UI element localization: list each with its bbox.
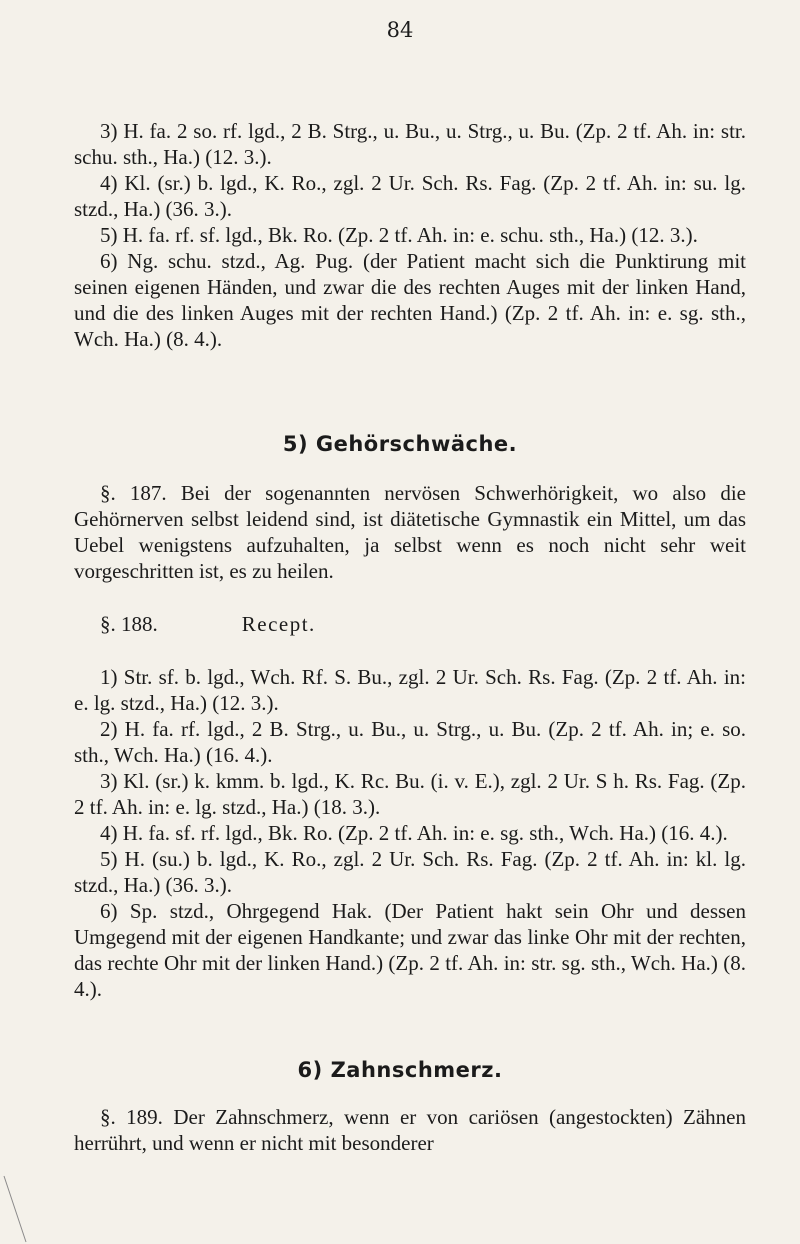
recipe-item-5: 5) H. (su.) b. lgd., K. Ro., zgl. 2 Ur. Sch. Rs. Fag. (Zp. 2 tf. Ah. in: kl. lg. stzd., Ha.) (36. 3.). bbox=[74, 847, 746, 897]
recipe-item-5: 5) H. fa. rf. sf. lgd., Bk. Ro. (Zp. 2 tf. Ah. in: e. schu. sth., Ha.) (12. 3.). bbox=[100, 223, 698, 247]
section-189 bbox=[74, 1104, 746, 1156]
recipe-item-3: 3) Kl. (sr.) k. kmm. b. lgd., K. Rc. Bu. (i. v. E.), zgl. 2 Ur. S h. Rs. Fag. (Zp. 2 tf. Ah. in: e. lg. stzd., Ha.) (18. 3.). bbox=[74, 769, 746, 819]
section-188-number: §. 188. bbox=[100, 612, 158, 636]
recipe-item-2: 2) H. fa. rf. lgd., 2 B. Strg., u. Bu., u. Strg., u. Bu. (Zp. 2 tf. Ah. in; e. so. sth., Wch. Ha.) (16. 4.). bbox=[74, 717, 746, 767]
section-heading-hearing-weakness: 5) Gehörschwäche. bbox=[282, 432, 518, 456]
recipe-list-continued bbox=[74, 118, 746, 352]
recipe-item-6: 6) Ng. schu. stzd., Ag. Pug. (der Patient macht sich die Punktirung mit seinen eigenen Händen, und zwar die des rechten Auges mit der linken Hand, und die des linken Auges mit der rechten Hand.) (Zp. 2 tf. Ah. in: e. sg. sth., Wch. Ha.) (8. 4.). bbox=[74, 249, 746, 351]
recipe-list bbox=[74, 664, 746, 1002]
page-edge-mark bbox=[0, 1174, 30, 1244]
section-187 bbox=[74, 480, 746, 584]
recipe-title: Recept. bbox=[241, 612, 316, 636]
page-number: 84 bbox=[386, 18, 414, 42]
recipe-item-4: 4) Kl. (sr.) b. lgd., K. Ro., zgl. 2 Ur. Sch. Rs. Fag. (Zp. 2 tf. Ah. in: su. lg. stzd., Ha.) (36. 3.). bbox=[74, 171, 746, 221]
recipe-item-4: 4) H. fa. sf. rf. lgd., Bk. Ro. (Zp. 2 tf. Ah. in: e. sg. sth., Wch. Ha.) (16. 4.). bbox=[100, 821, 728, 845]
recipe-item-1: 1) Str. sf. b. lgd., Wch. Rf. S. Bu., zgl. 2 Ur. Sch. Rs. Fag. (Zp. 2 tf. Ah. in: e. lg. stzd., Ha.) (12. 3.). bbox=[74, 665, 746, 715]
section-heading-toothache: 6) Zahnschmerz. bbox=[297, 1058, 503, 1082]
section-189-text: §. 189. Der Zahnschmerz, wenn er von cariösen (angestockten) Zähnen herrührt, und wenn er nicht mit besonderer bbox=[74, 1105, 746, 1155]
recipe-item-3: 3) H. fa. 2 so. rf. lgd., 2 B. Strg., u. Bu., u. Strg., u. Bu. (Zp. 2 tf. Ah. in: str. schu. sth., Ha.) (12. 3.). bbox=[74, 119, 746, 169]
recipe-item-6: 6) Sp. stzd., Ohrgegend Hak. (Der Patient hakt sein Ohr und dessen Umgegend mit der eigenen Handkante; und zwar das linke Ohr mit der rechten, das rechte Ohr mit der linken Hand.) (Zp. 2 tf. Ah. in: str. sg. sth., Wch. Ha.) (8. 4.). bbox=[74, 899, 746, 1001]
section-188-heading bbox=[100, 612, 316, 637]
section-187-text: §. 187. Bei der sogenannten nervösen Schwerhörigkeit, wo also die Gehörnerven selbst leidend sind, ist diätetische Gymnastik ein Mittel, um das Uebel wenigstens aufzuhalten, ja selbst wenn es noch nicht sehr weit vorgeschritten ist, es zu heilen. bbox=[74, 481, 746, 583]
